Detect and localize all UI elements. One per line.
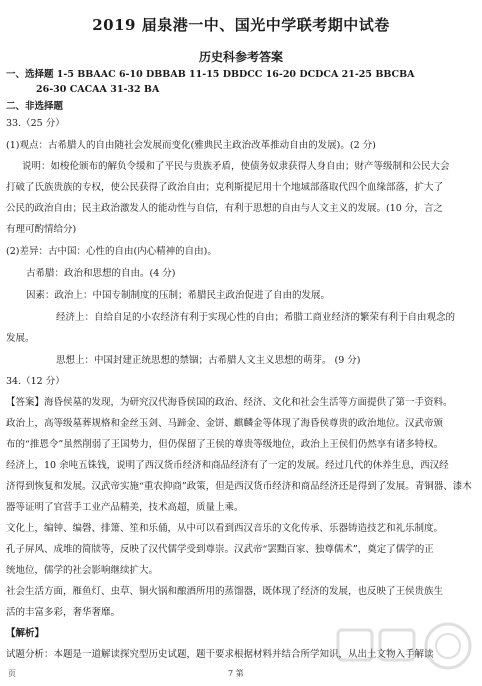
- section-heading: 二、非选择题: [6, 101, 64, 112]
- answer-line: 【答案】海昏侯墓的发现，为研究汉代海昏侯国的政治、经济、文化和社会生活等方面提供了第一手资料。: [6, 397, 453, 408]
- footer-left: 页: [8, 669, 16, 678]
- page-title: 2019 届泉港一中、国光中学联考期中试卷: [92, 16, 390, 34]
- answer-line: 社会生活方面，雁鱼灯、虫草、铜火锅和酿酒所用的蒸馏器，既体现了经济的发展，也反映了王侯贵族生: [6, 586, 444, 597]
- analysis-heading: 【解析】: [6, 628, 45, 639]
- page-subtitle: 历史科参考答案: [198, 50, 283, 64]
- answer-line: 试题分析：本题是一道解读探究型历史试题，题干要求根据材料并结合所学知识，从出土文物入手解读: [6, 649, 434, 660]
- answer-line: 发展。: [6, 333, 35, 344]
- question-heading: 33.（25 分）: [6, 118, 65, 129]
- answer-line: 器等证明了官营手工业产品精美，技术高超，质量上乘。: [6, 502, 244, 513]
- answer-line: 活的丰富多彩，奢华奢靡。: [6, 607, 121, 618]
- question-heading: 34.（12 分）: [6, 376, 65, 387]
- answer-line: (1)观点：古希腊人的自由随社会发展而变化(雅典民主政治改革推动自由的发展)。(2 分): [6, 140, 376, 151]
- answer-line: (2)差异：古中国：心性的自由(内心精神的自由)。: [6, 246, 217, 257]
- answer-line: 政治上，高等级墓葬规格和金丝玉剑、马蹄金、金饼、麒麟金等体现了海昏侯尊贵的政治地位。汉武帝颁: [6, 418, 444, 429]
- answer-line: 布的“推恩令”虽然削弱了王国势力，但仍保留了王侯的尊贵等级地位，政治上王侯们仍然享有诸多特权。: [6, 439, 444, 450]
- choice-answers-line: 一、选择题 1-5 BBAAC 6-10 DBBAB 11-15 DBDCC 16-20 DCDCA 21-25 BBCBA: [6, 69, 415, 80]
- answer-line: 打破了氏族贵族的专权，使公民获得了政治自由；克利斯提尼用十个地域部落取代四个血缘部落，扩大了: [6, 182, 444, 193]
- answer-line: 统地位，儒学的社会影响继续扩大。: [6, 565, 159, 576]
- answer-line: 公民的政治自由；民主政治激发人的能动性与自信，有利于思想的自由与人文主义的发展。(10 分，言之: [6, 203, 443, 214]
- watermark-stamp: [330, 620, 480, 680]
- answer-line: 经济上：自给自足的小农经济有利于实现心性的自由；希腊工商业经济的繁荣有利于自由观念的: [56, 312, 456, 323]
- answer-line: 济得到恢复和发展。汉武帝实施“重农抑商”政策，但是西汉货币经济和商品经济还是得到了发展。青铜器、漆木: [6, 481, 472, 492]
- footer-page-number: 7 第: [228, 669, 244, 678]
- answer-line: 经济上，10 余吨五铢钱，说明了西汉货币经济和商品经济有了一定的发展。经过几代的休养生息，西汉经: [6, 460, 449, 471]
- answer-line: 古希腊：政治和思想的自由。(4 分): [26, 268, 176, 279]
- choice-answers-line-2: 26-30 CACAA 31-32 BA: [36, 84, 160, 95]
- answer-line: 有理可酌情给分): [6, 224, 77, 235]
- answer-line: 文化上，编钟、编磬、排箫、笙和乐俑，从中可以看到西汉音乐的文化传承、乐器铸造技艺和礼乐制度。: [6, 523, 444, 534]
- answer-line: 思想上：中国封建正统思想的禁锢；古希腊人文主义思想的萌芽。 (9 分): [56, 355, 361, 366]
- answer-line: 因素：政治上：中国专制制度的压制；希腊民主政治促进了自由的发展。: [26, 290, 331, 301]
- answer-line: 孔子屏风、成堆的简牍等，反映了汉代儒学受到尊崇。汉武帝“罢黜百家、独尊儒术”，奠定了儒学的正: [6, 544, 434, 555]
- answer-line: 说明：如梭伦颁布的解负令缓和了平民与贵族矛盾，使债务奴隶获得人身自由；财产等级制和公民大会: [22, 161, 450, 172]
